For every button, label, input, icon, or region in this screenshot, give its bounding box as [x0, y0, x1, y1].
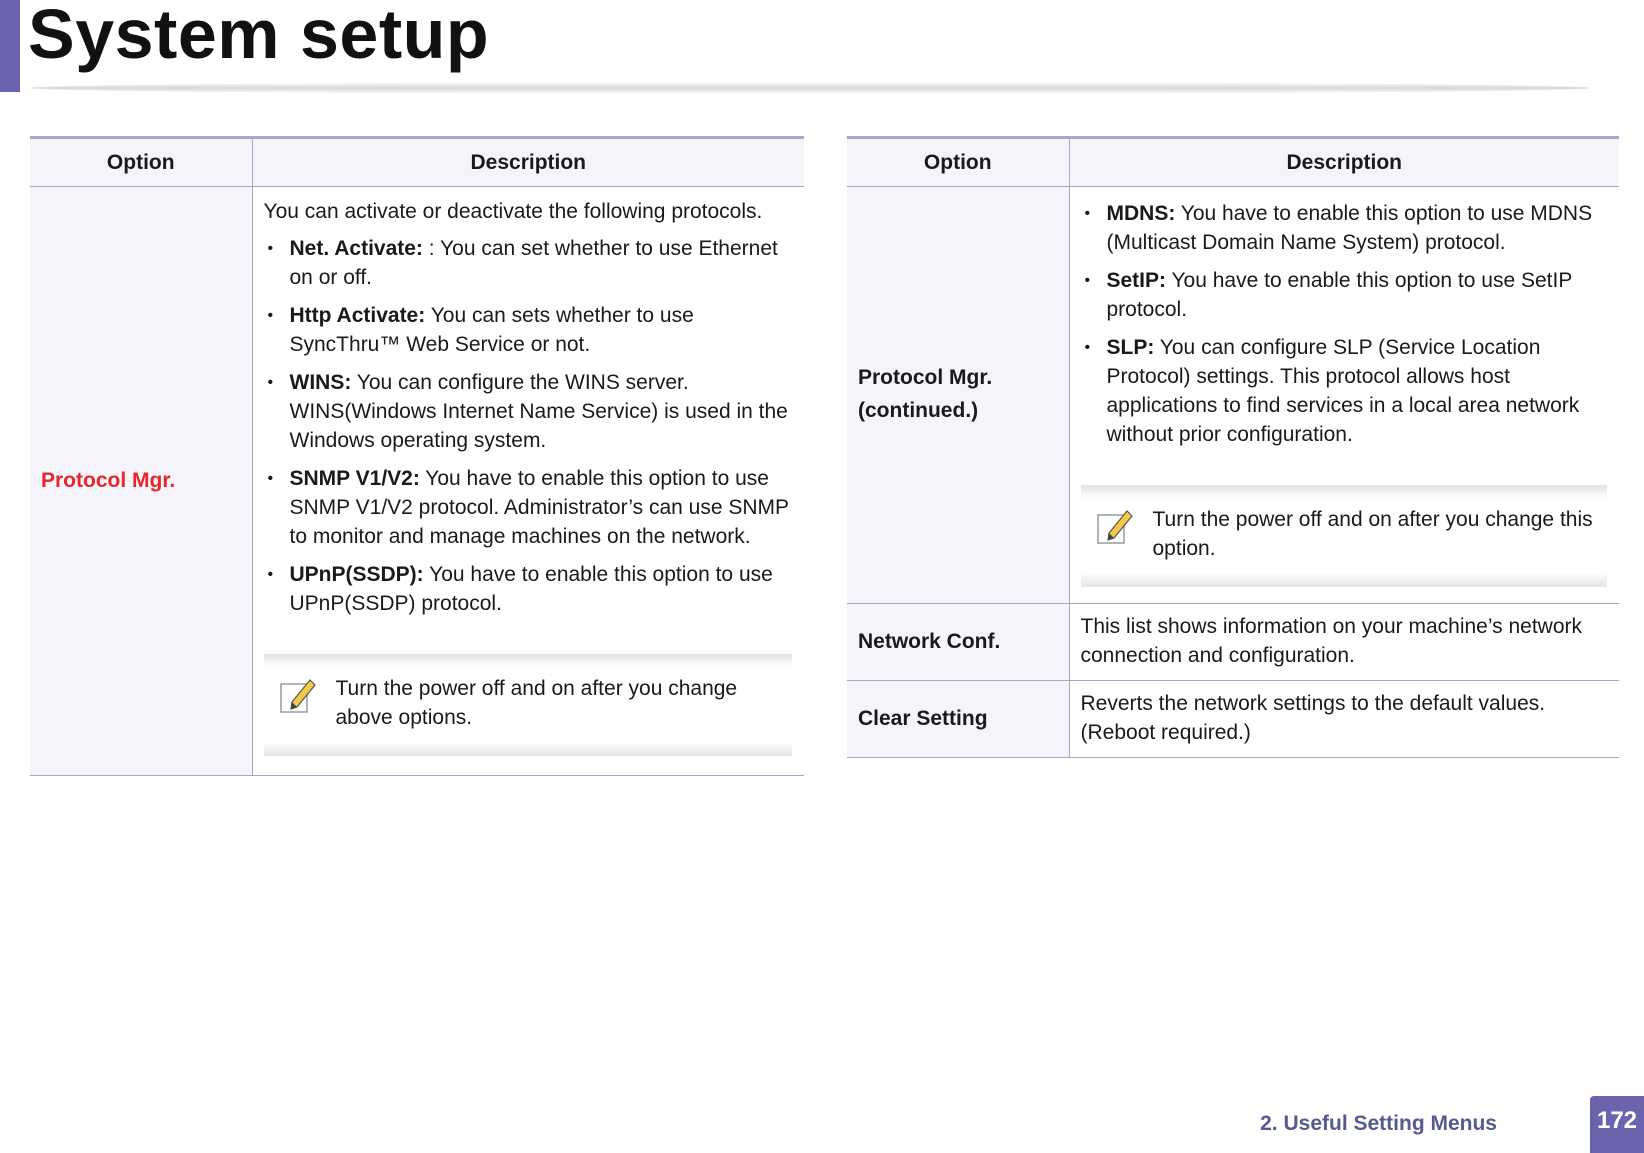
note-pencil-icon	[278, 676, 318, 716]
list-item	[264, 234, 793, 292]
column-header-option: Option	[30, 138, 252, 187]
list-item-text: You have to enable this option to use MDNS (Multicast Domain Name System) protocol.	[1106, 202, 1593, 254]
list-item	[264, 301, 793, 359]
note-box	[1081, 485, 1608, 587]
option-label: Protocol Mgr.	[858, 366, 993, 389]
table-row	[847, 681, 1619, 758]
column-header-description: Description	[1069, 138, 1619, 187]
list-item-term: SLP:	[1106, 336, 1155, 359]
description-intro: You can activate or deactivate the following protocols.	[263, 200, 763, 223]
column-header-option: Option	[847, 138, 1069, 187]
option-continued-label: (continued.)	[858, 399, 979, 422]
options-table-right	[847, 136, 1619, 758]
list-item-term: Net. Activate:	[289, 237, 423, 260]
protocol-list	[1081, 199, 1608, 449]
footer-section-label: 2. Useful Setting Menus	[1260, 1112, 1497, 1135]
list-item-term: WINS:	[289, 371, 352, 394]
header-accent-bar	[0, 0, 20, 92]
list-item-term: SNMP V1/V2:	[289, 467, 420, 490]
list-item-text: : You can set whether to use Ethernet on or off.	[289, 237, 778, 289]
option-clear-setting: Clear Setting	[847, 681, 1069, 758]
options-table-left	[30, 136, 804, 776]
note-box	[264, 654, 793, 756]
list-item	[264, 560, 793, 618]
option-network-conf: Network Conf.	[847, 604, 1069, 681]
list-item-term: MDNS:	[1106, 202, 1176, 225]
description-cell: This list shows information on your machine’s network connection and configuration.	[1069, 604, 1619, 681]
list-item	[264, 368, 793, 455]
note-pencil-icon	[1095, 507, 1135, 547]
table-header-row	[30, 138, 804, 187]
table-row	[847, 187, 1619, 604]
list-item-text: You can configure SLP (Service Location Protocol) settings. This protocol allows host applications to find services in a local area network without prior configuration.	[1106, 336, 1580, 446]
list-item	[1081, 266, 1608, 324]
description-cell	[1069, 187, 1619, 604]
list-item	[264, 464, 793, 551]
page-number-badge: 172	[1590, 1096, 1644, 1153]
option-protocol-mgr-continued	[847, 187, 1069, 604]
list-item-text: You have to enable this option to use SNMP V1/V2 protocol. Administrator’s can use SNMP to monitor and manage machines on the network.	[289, 467, 789, 548]
table-row	[30, 187, 804, 776]
note-text: Turn the power off and on after you change above options.	[335, 677, 738, 729]
option-protocol-mgr: Protocol Mgr.	[30, 187, 252, 776]
table-header-row	[847, 138, 1619, 187]
list-item-text: You can configure the WINS server. WINS(Windows Internet Name Service) is used in the Windows operating system.	[289, 371, 788, 452]
list-item-term: UPnP(SSDP):	[289, 563, 424, 586]
table-row	[847, 604, 1619, 681]
list-item-text: You have to enable this option to use UPnP(SSDP) protocol.	[289, 563, 773, 615]
description-cell	[252, 187, 804, 776]
list-item	[1081, 199, 1608, 257]
note-text: Turn the power off and on after you change this option.	[1152, 508, 1593, 560]
title-divider	[30, 82, 1590, 94]
description-cell: Reverts the network settings to the default values. (Reboot required.)	[1069, 681, 1619, 758]
list-item-term: Http Activate:	[289, 304, 426, 327]
page-title: System setup	[28, 0, 490, 73]
list-item-text: You can sets whether to use SyncThru™ Web Service or not.	[289, 304, 694, 356]
list-item-text: You have to enable this option to use SetIP protocol.	[1106, 269, 1572, 321]
protocol-list	[264, 234, 793, 618]
list-item	[1081, 333, 1608, 449]
list-item-term: SetIP:	[1106, 269, 1167, 292]
column-header-description: Description	[252, 138, 804, 187]
